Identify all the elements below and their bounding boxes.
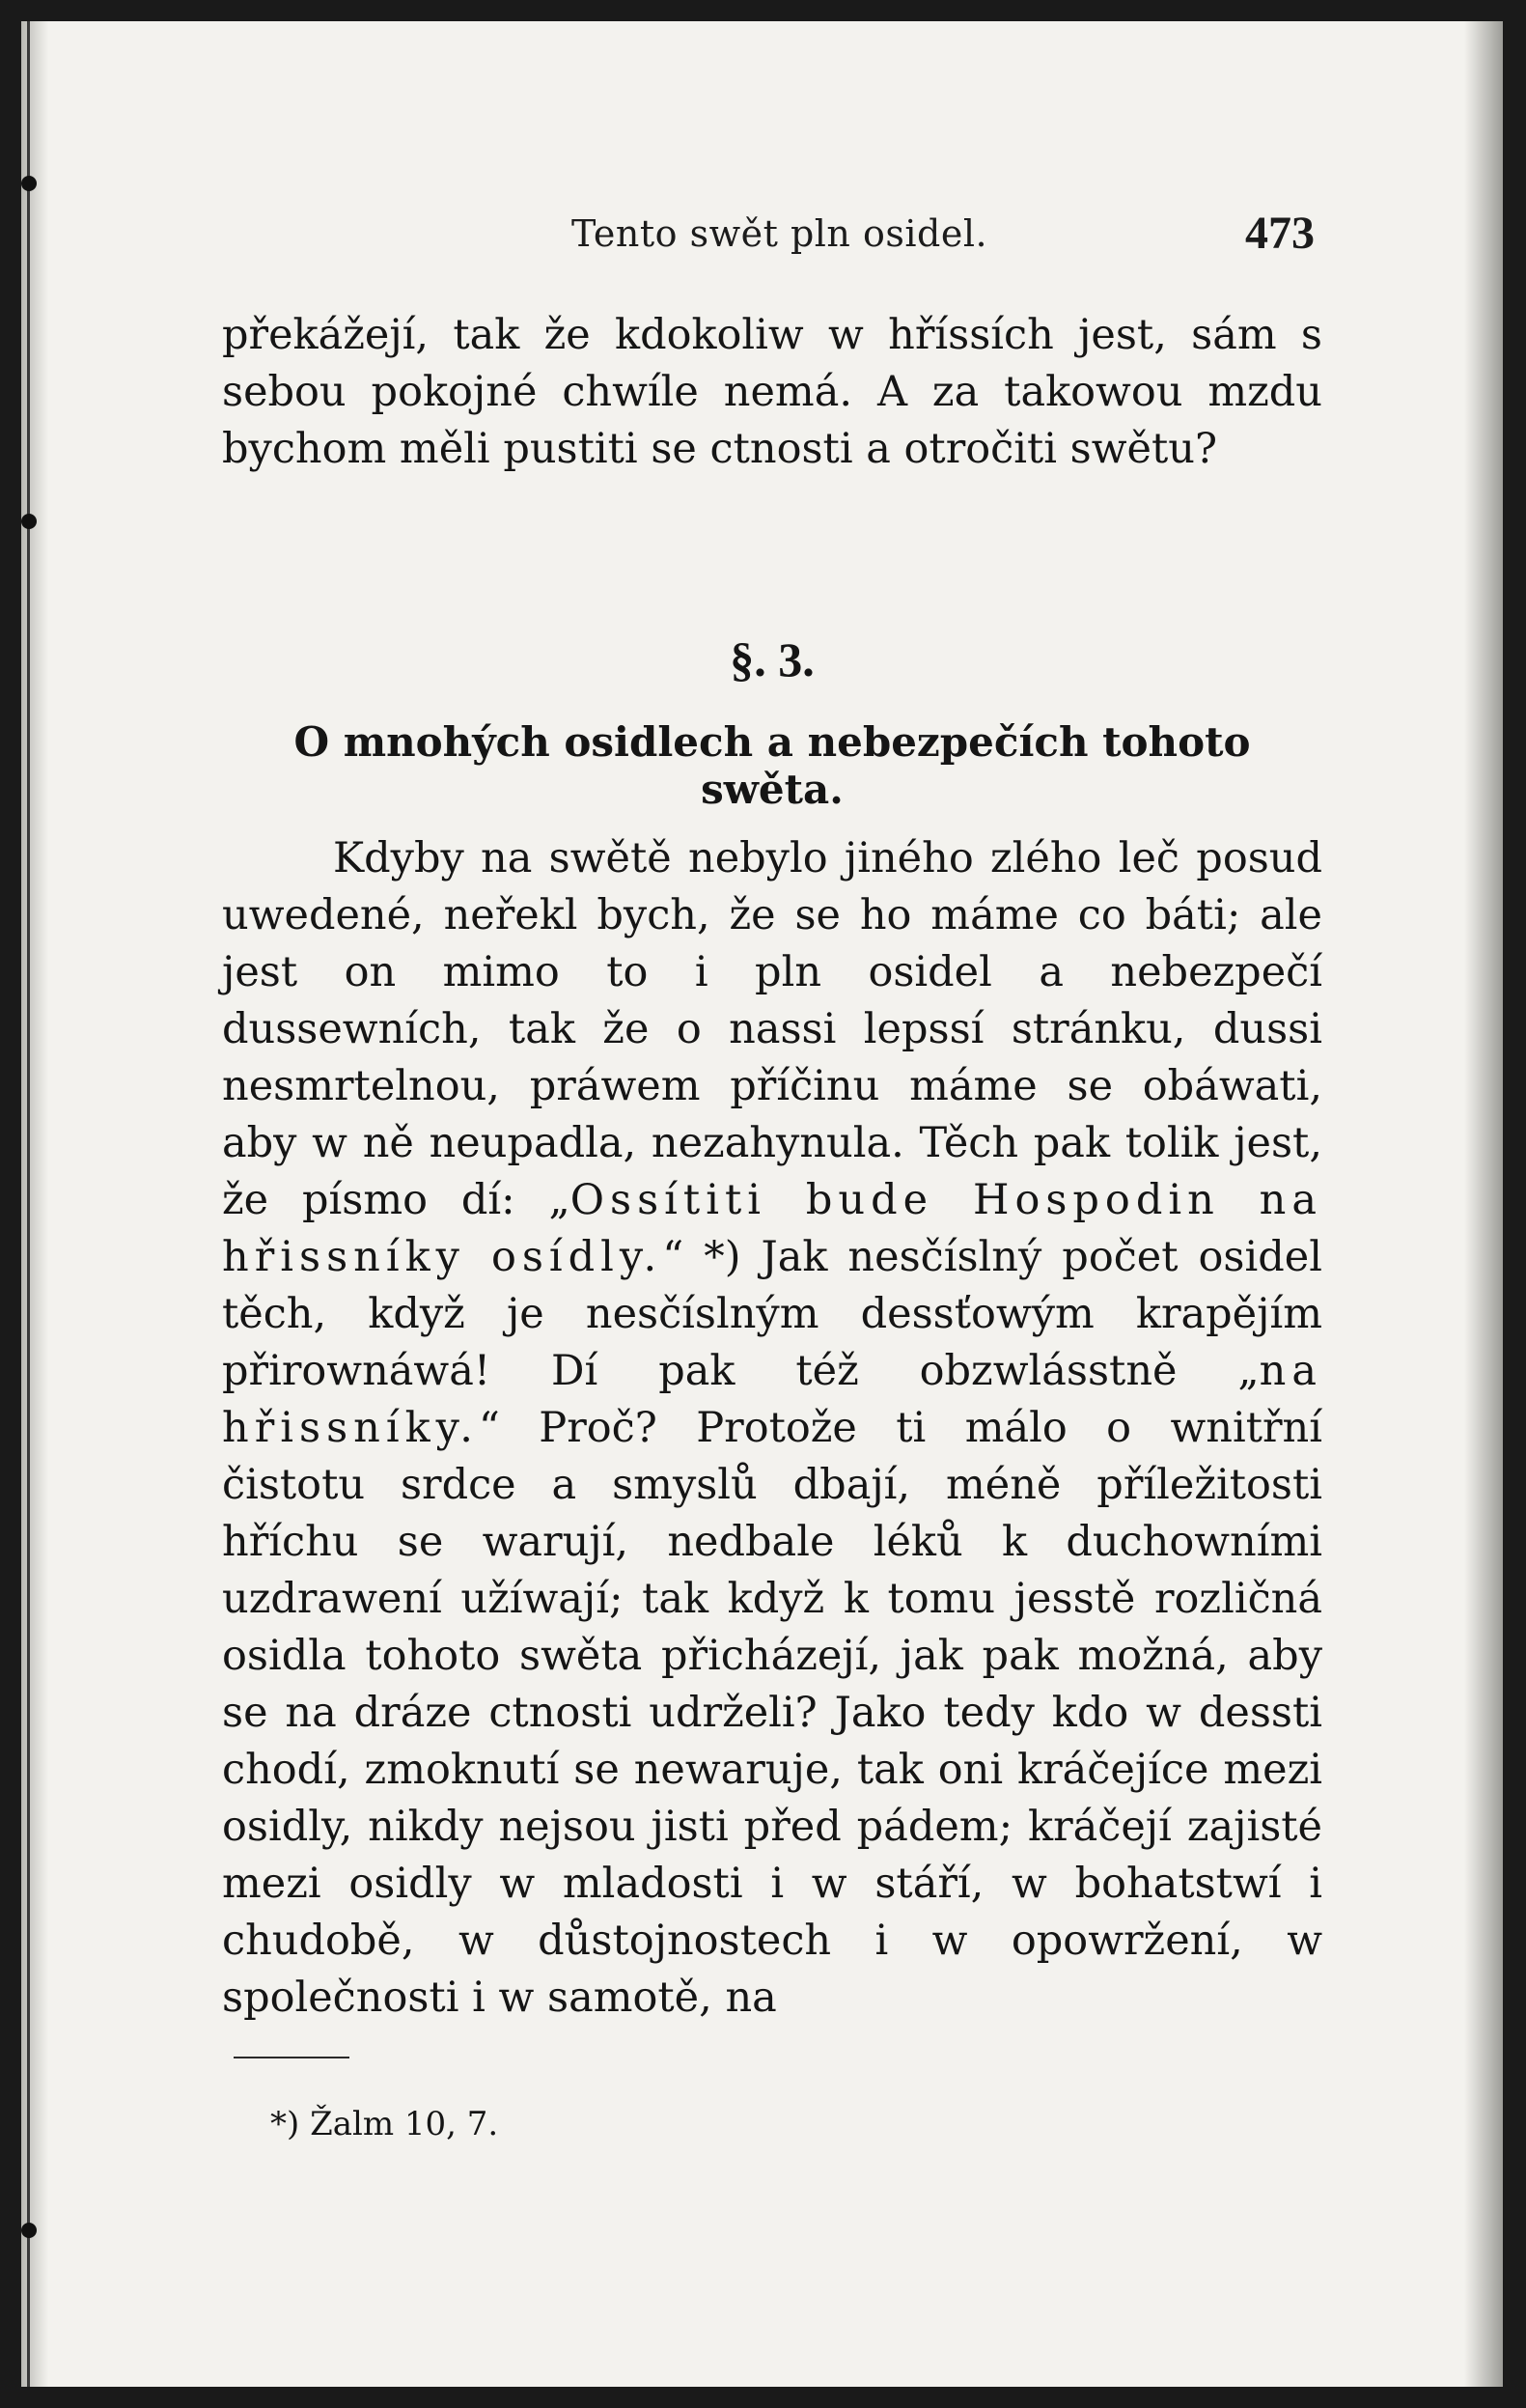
main-paragraph xyxy=(222,830,1322,2027)
running-title: Tento swět pln osidel. xyxy=(571,212,988,255)
gutter-mark xyxy=(21,2223,37,2238)
page-edge-shadow xyxy=(1464,21,1503,2387)
intro-paragraph: překážejí, tak že kdokoliw w hříssích jest, sám s sebou pokojné chwíle nemá. A za takowou mzdu bychom měli pustiti se ctnosti a otročiti swětu? xyxy=(222,311,1322,473)
section-number: §. 3. xyxy=(730,632,815,686)
footnote-rule xyxy=(234,2057,349,2058)
running-head xyxy=(214,208,1315,270)
paragraph-text: “ Proč? Protože ti málo o wnitřní čistotu srdce a smyslů dbají, méně příležitosti hříchu se warují, nedbale léků k duchowními uzdrawení užíwají; tak když k tomu jesstě rozličná osidla tohoto swěta přicházejí, jak pak možná, aby se na dráze ctnosti udrželi? Jako tedy kdo w dessti chodí, zmoknutí se newaruje, tak oni kráčejíce mezi osidly, nikdy nejsou jisti před pádem; kráčejí zajisté mezi osidly w mladosti i w stáří, w bohatstwí i chudobě, w důstojnostech i w opowržení, w společnosti i w samotě, na xyxy=(222,1404,1322,2022)
spine-shadow xyxy=(21,21,48,2387)
gutter-line xyxy=(27,21,30,2387)
quotation: Ossítiti bude Hospodin na hřissníky osídly. xyxy=(222,1176,1322,1281)
book-page xyxy=(21,21,1503,2387)
gutter-mark xyxy=(21,176,37,191)
paragraph-text: Kdyby na swětě nebylo jiného zlého leč posud uwedené, neřekl bych, že se ho máme co báti; ale jest on mimo to i pln osidel a nebezpečí dussewních, tak že o nassi lepssí stránku, dussi nesmrtelnou, práwem příčinu máme se obáwati, aby w ně neupadla, nezahynula. Těch pak tolik jest, že písmo dí: „ xyxy=(222,834,1322,1224)
quotation: na hřissníky. xyxy=(222,1347,1322,1452)
paragraph-text: “ *) Jak nesčíslný počet osidel těch, když je nesčíslným dessťowým krapějím přirownáwá! Dí pak též obzwlásstně „ xyxy=(222,1233,1322,1395)
gutter-mark xyxy=(21,514,37,529)
page-number: 473 xyxy=(1245,208,1315,259)
section-title: O mnohých osidlech a nebezpečích tohoto swěta. xyxy=(293,718,1251,813)
footnote: *) Žalm 10, 7. xyxy=(270,2105,499,2143)
